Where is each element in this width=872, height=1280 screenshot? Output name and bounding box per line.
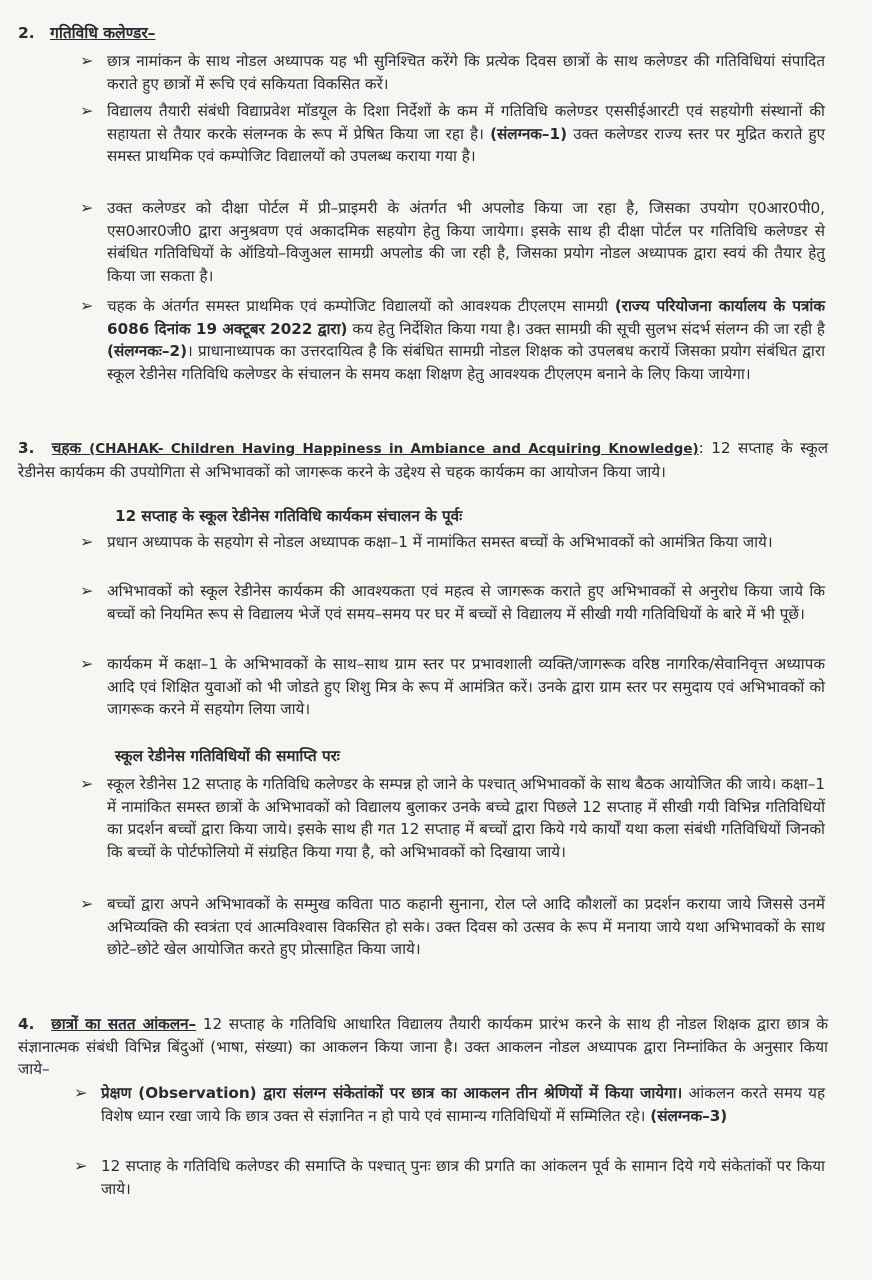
section-number: 3. xyxy=(18,439,35,457)
annexure-ref: (संलग्नक–3) xyxy=(650,1106,728,1125)
s2-bullet-2: विद्यालय तैयारी संबंधी विद्याप्रवेश मॉडयूल के दिशा निर्देशों के कम में गतिविधि कलेण्डर एससीईआरटी एवं सहयोगी संस्थानों की सहायता से तैयार करके संलग्नक के रूप में प्रेषित किया जा रहा है। (संलग्नक–1) उक्त कलेण्डर राज्य स्तर पर मुद्रित कराते हुए समस्त प्राथमिक एवं कम्पोजिट विद्यालयों को उपलब्ध कराया गया है। xyxy=(107,102,826,165)
section-title: छात्रों का सतत आंकलन– xyxy=(51,1015,197,1033)
letter-ref: (राज्य परियोजना कार्यालय के पत्रांक 6086 दिनांक 19 अक्टूबर 2022 द्वारा) xyxy=(107,297,825,338)
section-4-intro: 4. छात्रों का सतत आंकलन– 12 सप्ताह के गतिविधि आधारित विद्यालय तैयारी कार्यकम प्रारंभ करने के साथ ही नोडल शिक्षक द्वारा छात्र के संज्ञानात्मक संबंधी विभिन्न बिंदुओं (भाषा, संख्या) का आकलन किया जाना है। उक्त आकलन नोडल अध्यापक द्वारा निम्नांकित के अनुसार किया जाये– xyxy=(18,1015,829,1078)
s3-bullet-2: अभिभावकों को स्कूल रेडीनेस कार्यकम की आवश्यकता एवं महत्व से जागरूक कराते हुए अभिभावकों से अनुरोध किया जाये कि बच्चों को नियमित रूप से विद्यालय भेजें एवं समय–समय पर घर में बच्चों से विद्यालय में सीखी गयी गतिविधियों के बारे में भी पूछें। xyxy=(107,582,825,623)
section-title: गतिविधि कलेण्डर– xyxy=(50,24,156,42)
section-number: 2. xyxy=(18,24,35,42)
arrow-bullet-icon: ➢ xyxy=(74,1083,88,1102)
arrow-bullet-icon: ➢ xyxy=(80,51,94,70)
s4-bullet-1: प्रेक्षण (Observation) द्वारा संलग्न संकेतांकों पर छात्र का आकलन तीन श्रेणियों में किया जायेगा। आंकलन करते समय यह विशेष ध्यान रखा जाये कि छात्र उक्त से संज्ञानित न हो पाये एवं सामान्य गतिविधियों में सम्मिलित रहे। (संलग्नक–3) xyxy=(101,1084,826,1125)
arrow-bullet-icon: ➢ xyxy=(80,774,94,793)
s3-subheading-after: स्कूल रेडीनेस गतिविधियों की समाप्ति परः xyxy=(115,747,340,765)
s3-bullet-3: कार्यकम में कक्षा–1 के अभिभावकों के साथ–साथ ग्राम स्तर पर प्रभावशाली व्यक्ति/जागरूक वरिष्ठ नागरिक/सेवानिवृत्त अध्यापक आदि एवं शिक्षित युवाओं को भी जोडते हुए शिशु मित्र के रूप में आमंत्रित करें। उनके द्वारा ग्राम स्तर पर समुदाय एवं अभिभावकों को जागरूक करने में सहयोग लिया जाये। xyxy=(107,655,825,718)
arrow-bullet-icon: ➢ xyxy=(80,101,94,120)
annexure-ref: (संलग्नक–1) xyxy=(490,124,568,143)
section-number: 4. xyxy=(18,1015,35,1033)
arrow-bullet-icon: ➢ xyxy=(80,532,94,551)
arrow-bullet-icon: ➢ xyxy=(80,581,94,600)
s3-bullet-1: प्रधान अध्यापक के सहयोग से नोडल अध्यापक कक्षा–1 में नामांकित समस्त बच्चों के अभिभावकों को आमंत्रित किया जाये। xyxy=(107,533,773,551)
section-2-heading xyxy=(18,22,155,44)
annexure-ref: (संलग्नकः–2) xyxy=(107,342,188,360)
section-title: चहक (CHAHAK- Children Having Happiness in Ambiance and Acquiring Knowledge) xyxy=(51,439,699,457)
arrow-bullet-icon: ➢ xyxy=(80,296,94,315)
arrow-bullet-icon: ➢ xyxy=(80,654,94,673)
s2-bullet-1: छात्र नामांकन के साथ नोडल अध्यापक यह भी सुनिश्चित करेंगे कि प्रत्येक दिवस छात्रों के साथ कलेण्डर की गतिविधियां संपादित कराते हुए छात्रों में रूचि एवं सकियता विकसित करें। xyxy=(107,52,825,93)
s3-bullet-5: बच्चों द्वारा अपने अभिभावकों के सम्मुख कविता पाठ कहानी सुनाना, रोल प्ले आदि कौशलों का प्रदर्शन कराया जाये जिससे उनमें अभिव्यक्ति की स्वत्रंता एवं आत्मविश्वास विकसित हो सके। उक्त दिवस को उत्सव के रूप में मनाया जाये यथा अभिभावकों के साथ छोटे–छोटे खेल आयोजित करते हुए प्रोत्साहित किया जाये। xyxy=(107,895,825,958)
s2-bullet-3: उक्त कलेण्डर को दीक्षा पोर्टल में प्री–प्राइमरी के अंतर्गत भी अपलोड किया जा रहा है, जिसका उपयोग ए0आर0पी0, एस0आर0जी0 द्वारा अनुश्रवण एवं अकादमिक सहयोग हेतु किया जायेगा। इसके साथ ही दीक्षा पोर्टल पर गतिविधि कलेण्डर से संबंधित गतिविधियों के ऑडियो–विजुअल सामग्री अपलोड की जा रही है, जिसका प्रयोग नोडल अध्यापक द्वारा स्वयं की तैयार हेतु किया जा सकता है। xyxy=(107,199,825,285)
arrow-bullet-icon: ➢ xyxy=(80,894,94,913)
arrow-bullet-icon: ➢ xyxy=(80,198,94,217)
s2-bullet-4: चहक के अंतर्गत समस्त प्राथमिक एवं कम्पोजिट विद्यालयों को आवश्यक टीएलएम सामग्री (राज्य परियोजना कार्यालय के पत्रांक 6086 दिनांक 19 अक्टूबर 2022 द्वारा) कय हेतु निर्देशित किया गया है। उक्त सामग्री की सूची सुलभ संदर्भ संलग्न की जा रही है (संलग्नकः–2)। प्राधानाध्यापक का उत्तरदायित्व है कि संबंधित सामग्री नोडल शिक्षक को उपलबध करायें जिसका प्रयोग संबंधित द्वारा स्कूल रेडीनेस गतिविधि कलेण्डर के संचालन के समय कक्षा शिक्षण हेतु आवश्यक टीएलएम बनाने के लिए किया जायेगा। xyxy=(107,297,825,383)
s3-subheading-before: 12 सप्ताह के स्कूल रेडीनेस गतिविधि कार्यकम संचालन के पूर्वः xyxy=(115,507,463,525)
section-3-intro: 3. चहक (CHAHAK- Children Having Happiness in Ambiance and Acquiring Knowledge): 12 सप्ताह के स्कूल रेडीनेस कार्यकम की उपयोगिता से अभिभावकों को जागरूक करने के उद्देश्य से चहक कार्यकम का आयोजन किया जाये। xyxy=(18,439,828,481)
s4-bullet-2: 12 सप्ताह के गतिविधि कलेण्डर की समाप्ति के पश्चात् पुनः छात्र की प्रगति का आंकलन पूर्व के सामान दिये गये संकेतांकों पर किया जाये। xyxy=(101,1157,825,1198)
s3-bullet-4: स्कूल रेडीनेस 12 सप्ताह के गतिविधि कलेण्डर के सम्पन्न हो जाने के पश्चात् अभिभावकों के साथ बैठक आयोजित की जाये। कक्षा–1 में नामांकित समस्त छात्रों के अभिभावकों को विद्यालय बुलाकर उनके बच्चे द्वारा पिछले 12 सप्ताह में सीखी गयी विभिन्न गतिविधियों का प्रदर्शन बच्चों द्वारा किया जाये। इसके साथ ही गत 12 सप्ताह में बच्चों द्वारा किये गये कार्यों यथा कला संबंधी गतिविधियों जिनको कि बच्चों के पोर्टफोलियो में संग्रहित किया गया है, को अभिभावकों को दिखाया जाये। xyxy=(107,775,825,861)
arrow-bullet-icon: ➢ xyxy=(74,1156,88,1175)
